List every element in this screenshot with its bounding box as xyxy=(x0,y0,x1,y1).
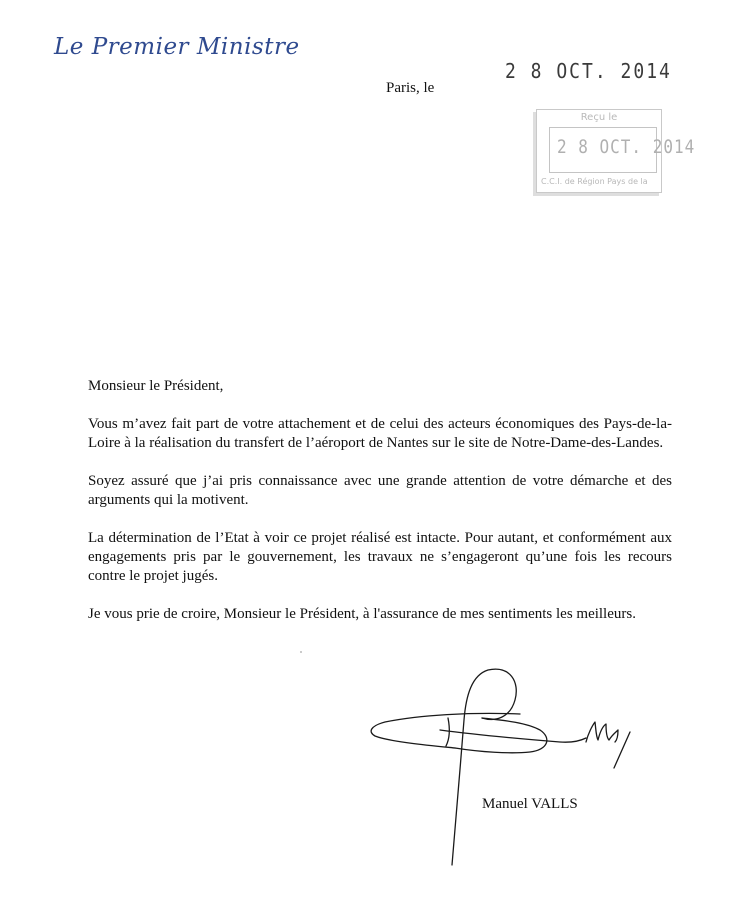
letter-salutation: Monsieur le Président, xyxy=(88,378,224,394)
received-stamp-date: 2 8 OCT. 2014 xyxy=(557,135,696,158)
letter-body xyxy=(88,377,672,643)
received-stamp-label: Reçu le xyxy=(580,112,618,123)
received-stamp xyxy=(536,109,696,193)
letter-paragraph-4: Je vous prie de croire, Monsieur le Président, à l'assurance de mes sentiments les meilleurs. xyxy=(88,606,636,622)
letter-paragraph-2: Soyez assuré que j’ai pris connaissance avec une grande attention de votre démarche et des arguments qui la motivent. xyxy=(88,473,672,508)
letter-paragraph-3: La détermination de l’Etat à voir ce projet réalisé est intacte. Pour autant, et conformément aux engagements pris par le gouvernement, les travaux ne s’engageront qu’une fois les recours contre le projet jugés. xyxy=(88,530,672,584)
letter-paragraph-1: Vous m’avez fait part de votre attachement et de celui des acteurs économiques des Pays-de-la-Loire à la réalisation du transfert de l’aéroport de Nantes sur le site de Notre-Dame-des-Landes. xyxy=(88,416,672,451)
letterhead-title: Le Premier Ministre xyxy=(54,34,300,60)
date-stamp: 2 8 OCT. 2014 xyxy=(505,59,672,84)
received-stamp-organization: C.C.I. de Région Pays de la xyxy=(541,177,648,186)
signatory-name: Manuel VALLS xyxy=(482,796,578,812)
handwritten-signature xyxy=(360,660,650,870)
place-line: Paris, le xyxy=(386,80,435,96)
scan-speck xyxy=(300,651,302,653)
